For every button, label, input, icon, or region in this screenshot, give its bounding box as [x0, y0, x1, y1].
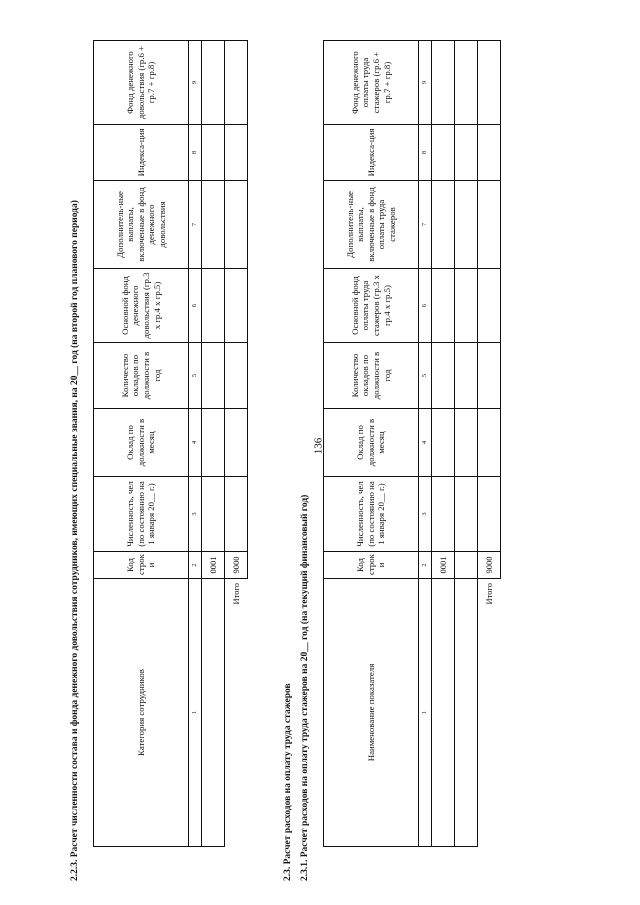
col-num: 2	[419, 552, 432, 579]
table-row	[202, 41, 225, 847]
column-numbers-row	[419, 41, 432, 847]
table-cell	[202, 579, 225, 847]
table-cell	[432, 181, 455, 269]
header-category: Категория сотрудников	[94, 579, 189, 847]
table-cell	[478, 477, 501, 552]
page-number: 136	[312, 437, 325, 455]
col-num: 1	[189, 579, 202, 847]
total-row	[478, 41, 501, 847]
table-cell	[455, 269, 478, 343]
table-cell	[455, 477, 478, 552]
table-cell	[432, 579, 455, 847]
table-cell	[478, 181, 501, 269]
col-num: 7	[419, 181, 432, 269]
table-cell	[202, 125, 225, 181]
col-num: 3	[189, 477, 202, 552]
col-num: 8	[419, 125, 432, 181]
table-cell	[432, 343, 455, 409]
header-indexation: Индекса-ция	[324, 125, 419, 181]
table-cell	[455, 343, 478, 409]
table-row	[455, 41, 478, 847]
col-num: 9	[189, 41, 202, 125]
col-num: 5	[419, 343, 432, 409]
table-cell	[455, 552, 478, 579]
col-num: 6	[419, 269, 432, 343]
table-cell	[455, 125, 478, 181]
header-indexation: Индекса-ция	[94, 125, 189, 181]
col-num: 8	[189, 125, 202, 181]
table-row	[432, 41, 455, 847]
table-cell	[225, 41, 248, 125]
header-salary: Оклад по должности в месяц	[94, 409, 189, 477]
col-num: 1	[419, 579, 432, 847]
table-cell	[202, 409, 225, 477]
header-headcount: Численность, чел (по состоянию на 1 января 20__ г.)	[324, 477, 419, 552]
header-headcount: Численность, чел (по состоянию на 1 января 20__ г.)	[94, 477, 189, 552]
table-cell	[225, 181, 248, 269]
row-code: 0001	[202, 552, 225, 579]
header-base-fund: Основной фонд денежного довольствия (гр.3 х гр.4 х гр.5)	[94, 269, 189, 343]
table-cell	[225, 477, 248, 552]
column-numbers-row	[189, 41, 202, 847]
total-code: 9000	[478, 552, 501, 579]
table-cell	[478, 41, 501, 125]
table-cell	[225, 409, 248, 477]
row-code: 0001	[432, 552, 455, 579]
table-cell	[202, 181, 225, 269]
table-cell	[225, 125, 248, 181]
table-cell	[432, 409, 455, 477]
col-num: 6	[189, 269, 202, 343]
rotated-page-content	[18, 15, 618, 895]
table-cell	[478, 125, 501, 181]
header-salary: Оклад по должности в месяц	[324, 409, 419, 477]
col-num: 7	[189, 181, 202, 269]
table-cell	[478, 343, 501, 409]
table-cell	[432, 41, 455, 125]
col-num: 3	[419, 477, 432, 552]
section-heading-2-3: 2.3. Расчет расходов на оплату труда стажеров	[283, 683, 293, 881]
header-indicator: Наименование показателя	[324, 579, 419, 847]
table-cell	[432, 125, 455, 181]
total-code: 9000	[225, 552, 248, 579]
table-trainee-payroll	[323, 40, 501, 847]
header-code: Код строк и	[324, 552, 419, 579]
header-salary-count: Количество окладов по должности в год	[324, 343, 419, 409]
table-cell	[478, 409, 501, 477]
header-additional: Дополнитель-ные выплаты, включенные в фонд денежного довольствия	[94, 181, 189, 269]
header-code: Код строк и	[94, 552, 189, 579]
total-label: Итого	[231, 583, 242, 605]
table-cell	[455, 409, 478, 477]
col-num: 5	[189, 343, 202, 409]
table-cell	[432, 269, 455, 343]
table-cell	[432, 477, 455, 552]
table-cell	[202, 41, 225, 125]
col-num: 4	[189, 409, 202, 477]
header-salary-count: Количество окладов по должности в год	[94, 343, 189, 409]
col-num: 2	[189, 552, 202, 579]
header-total-fund: Фонд денежного довольствия (гр.6 + гр.7 + гр.8)	[94, 41, 189, 125]
total-label: Итого	[484, 583, 495, 605]
table-cell	[202, 343, 225, 409]
total-row	[225, 41, 248, 847]
table-cell	[225, 343, 248, 409]
table-cell	[455, 41, 478, 125]
table-cell	[225, 269, 248, 343]
table-cell	[202, 477, 225, 552]
table-cell	[455, 181, 478, 269]
header-base-fund: Основной фонд оплаты труда стажеров (гр.3 х гр.4 х гр.5)	[324, 269, 419, 343]
col-num: 9	[419, 41, 432, 125]
table-cell	[202, 269, 225, 343]
table-staff-allowance	[93, 40, 248, 847]
table-cell	[478, 269, 501, 343]
table-cell	[455, 579, 478, 847]
header-total-fund: Фонд денежного оплаты труда стажеров (гр.6 + гр.7 + гр.8)	[324, 41, 419, 125]
header-additional: Дополнитель-ные выплаты, включенные в фонд оплаты труда стажеров	[324, 181, 419, 269]
section-subheading-2-3-1: 2.3.1. Расчет расходов на оплату труда стажеров на 20__ год (на текущий финансовый год)	[300, 494, 310, 881]
section-heading-2-2-3: 2.2.3. Расчет численности состава и фонда денежного довольствия сотрудников, имеющих специальные звания, на 20__ год (на второй год планового периода)	[70, 200, 80, 881]
col-num: 4	[419, 409, 432, 477]
